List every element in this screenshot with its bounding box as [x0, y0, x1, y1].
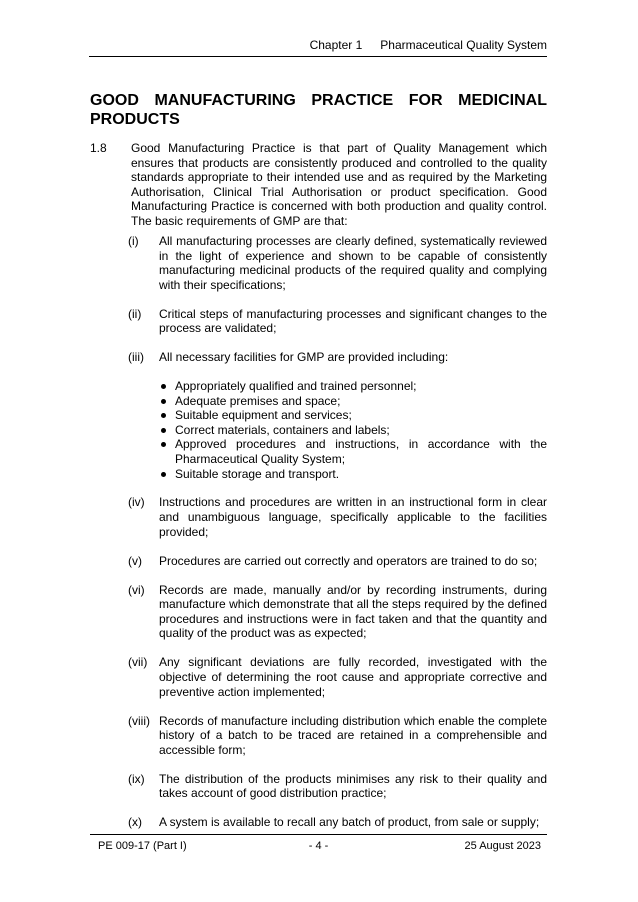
- item-text: Procedures are carried out correctly and operators are trained to do so;: [159, 553, 538, 568]
- bullet-icon: [161, 442, 166, 447]
- item-label: (iv): [128, 495, 145, 510]
- paragraph-number: 1.8: [90, 141, 107, 155]
- bullet-item: [159, 379, 547, 394]
- bullet-text: Correct materials, containers and labels;: [175, 422, 390, 437]
- bullet-icon: [161, 399, 166, 404]
- item-label: (iii): [128, 350, 144, 365]
- facilities-bullet-list: [159, 379, 547, 481]
- header-chapter: Chapter 1: [309, 38, 363, 52]
- bullet-text: Adequate premises and space;: [175, 393, 341, 408]
- item-text: Critical steps of manufacturing processes and significant changes to the process are validated;: [159, 306, 547, 336]
- item-text: Instructions and procedures are written in an instructional form in clear and unambiguous language, specifically applicable to the facilities provided;: [159, 495, 547, 539]
- item-text: Any significant deviations are fully recorded, investigated with the objective of determining the root cause and appropriate corrective and preventive action implemented;: [159, 655, 547, 699]
- item-text: Records of manufacture including distribution which enable the complete history of a batch to be traced are retained in a comprehensible and accessible form;: [159, 713, 547, 757]
- item-label: (viii): [128, 713, 150, 728]
- bullet-text: Suitable equipment and services;: [175, 408, 352, 423]
- bullet-item: [159, 437, 547, 466]
- paragraph-1-8: [90, 141, 547, 229]
- page-footer: [90, 834, 547, 854]
- list-item: [90, 554, 547, 569]
- footer-doc-ref: PE 009-17 (Part I): [98, 840, 187, 852]
- bullet-text: Suitable storage and transport.: [175, 466, 340, 481]
- item-label: (ii): [128, 306, 142, 321]
- paragraph-text: Good Manufacturing Practice is that part of Quality Management which ensures that products are consistently produced and controlled to the quality standards appropriate to their intended use and as required by the Marketing Authorisation, Clinical Trial Authorisation or product specification. Good Manufacturing Practice is concerned with both production and quality control. The basic requirements of GMP are that:: [131, 141, 547, 228]
- requirements-list: [90, 234, 547, 844]
- list-item: [90, 495, 547, 539]
- item-text: Records are made, manually and/or by recording instruments, during manufacture which demonstrate that all the steps required by the defined procedures and instructions were in fact taken and that the quantity and quality of the product was as expected;: [159, 582, 547, 641]
- bullet-item: [159, 394, 547, 409]
- list-item: [90, 307, 547, 336]
- header-title: Pharmaceutical Quality System: [380, 38, 547, 52]
- bullet-item: [159, 423, 547, 438]
- page-header: [89, 38, 547, 57]
- bullet-text: Appropriately qualified and trained personnel;: [175, 378, 417, 393]
- list-item: [90, 350, 547, 481]
- item-label: (vii): [128, 655, 148, 670]
- footer-page-number: - 4 -: [308, 840, 329, 852]
- item-label: (v): [128, 553, 142, 568]
- bullet-text: Approved procedures and instructions, in accordance with the Pharmaceutical Quality System;: [175, 437, 547, 466]
- list-item: [90, 583, 547, 641]
- section-title-line2: PRODUCTS: [90, 111, 180, 128]
- item-text: All necessary facilities for GMP are provided including:: [159, 350, 449, 365]
- bullet-item: [159, 467, 547, 482]
- item-text: A system is available to recall any batch of product, from sale or supply;: [159, 815, 540, 830]
- item-text: All manufacturing processes are clearly defined, systematically reviewed in the light of experience and shown to be capable of consistently manufacturing medicinal products of the required quality and complying with their specifications;: [159, 234, 547, 292]
- item-label: (x): [128, 815, 142, 830]
- list-item: [90, 772, 547, 801]
- section-title-line1: GOOD MANUFACTURING PRACTICE FOR MEDICINAL: [90, 92, 547, 109]
- footer-date: 25 August 2023: [464, 840, 541, 852]
- item-label: (vi): [128, 582, 145, 597]
- bullet-icon: [161, 428, 166, 433]
- item-label: (ix): [128, 771, 145, 786]
- item-label: (i): [128, 234, 139, 248]
- bullet-icon: [161, 384, 166, 389]
- bullet-item: [159, 408, 547, 423]
- list-item: [90, 234, 547, 292]
- bullet-icon: [161, 413, 166, 418]
- section-title: [90, 91, 547, 129]
- list-item: [90, 655, 547, 699]
- list-item: [90, 714, 547, 758]
- item-text: The distribution of the products minimises any risk to their quality and takes account of good distribution practice;: [159, 771, 547, 801]
- list-item: [90, 815, 547, 830]
- bullet-icon: [161, 472, 166, 477]
